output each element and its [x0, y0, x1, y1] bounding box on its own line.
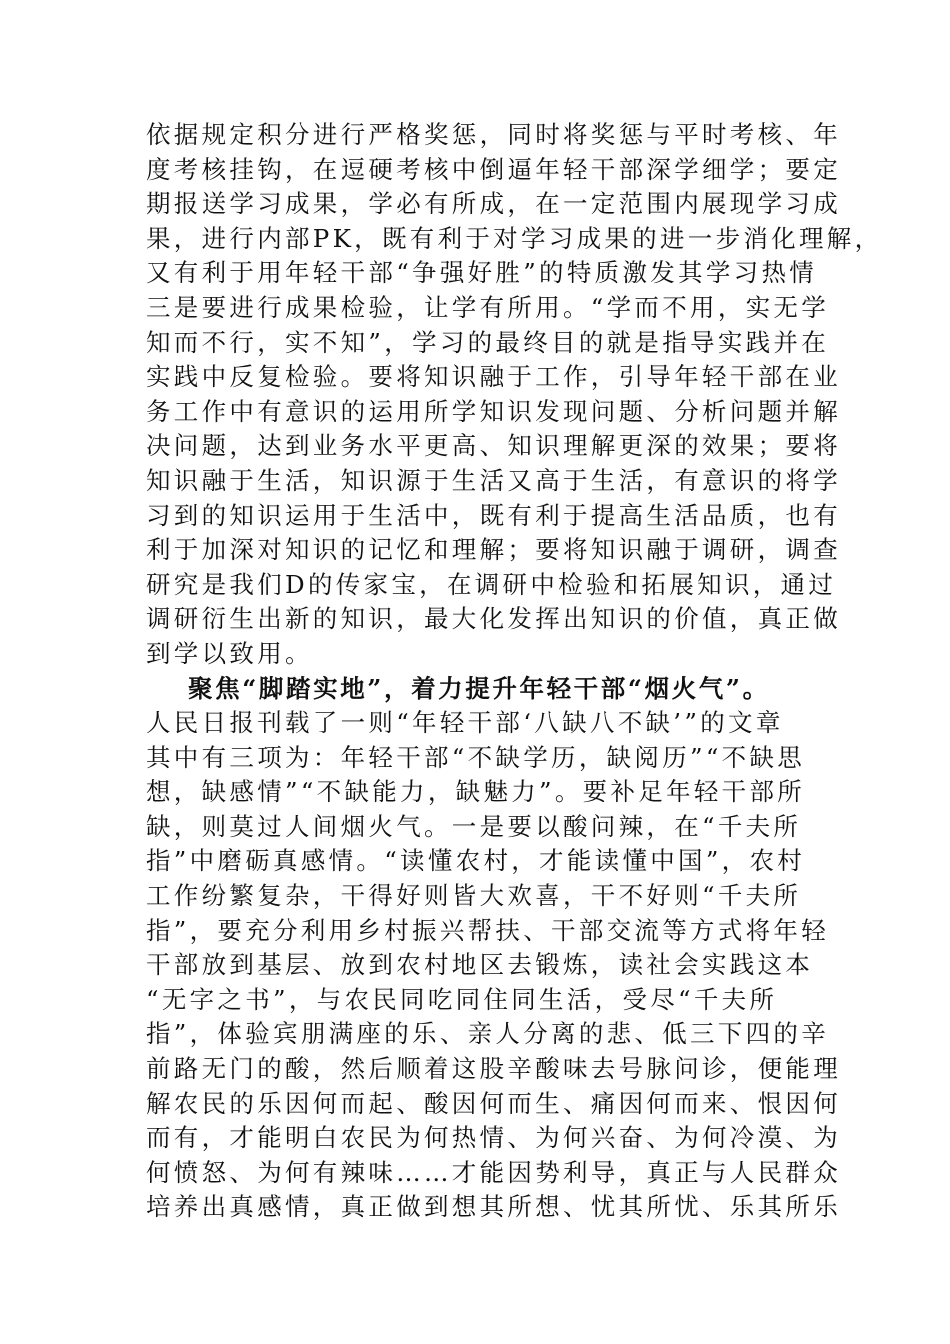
section-heading: 聚焦“脚踏实地”，着力提升年轻干部“烟火气”。 — [188, 673, 770, 703]
text-line: 人民日报刊载了一则“年轻干部‘八缺八不缺’”的文章 — [146, 708, 784, 738]
text-line: 指”，体验宾朋满座的乐、亲人分离的悲、低三下四的辛 — [146, 1019, 830, 1049]
text-line: 而有，才能明白农民为何热情、为何兴奋、为何冷漠、为 — [146, 1123, 841, 1153]
text-line: 想，缺感情”“不缺能力，缺魅力”。要补足年轻干部所 — [146, 777, 806, 807]
text-line: 研究是我们D的传家宝，在调研中检验和拓展知识，通过 — [146, 569, 837, 599]
text-line: 工作纷繁复杂，干得好则皆大欢喜，干不好则“千夫所 — [146, 881, 802, 911]
text-line: 其中有三项为：年轻干部“不缺学历，缺阅历”“不缺思 — [146, 742, 806, 772]
text-line: 果，进行内部PK，既有利于对学习成果的进一步消化理解， — [146, 223, 883, 253]
text-line: 到学以致用。 — [146, 638, 313, 668]
text-line: 三是要进行成果检验，让学有所用。“学而不用，实无学 — [146, 292, 830, 322]
text-line: 指”，要充分利用乡村振兴帮扶、干部交流等方式将年轻 — [146, 915, 830, 945]
text-line: 干部放到基层、放到农村地区去锻炼，读社会实践这本 — [146, 950, 814, 980]
text-line: 指”中磨砺真感情。“读懂农村，才能读懂中国”，农村 — [146, 846, 806, 876]
text-line: 又有利于用年轻干部“争强好胜”的特质激发其学习热情 — [146, 258, 818, 288]
text-line: 期报送学习成果，学必有所成，在一定范围内展现学习成 — [146, 189, 841, 219]
text-line: 何愤怒、为何有辣味……才能因势利导，真正与人民群众 — [146, 1157, 841, 1187]
text-line: 缺，则莫过人间烟火气。一是要以酸问辣，在“千夫所 — [146, 811, 802, 841]
text-line: 习到的知识运用于生活中，既有利于提高生活品质，也有 — [146, 500, 841, 530]
text-line: “无字之书”，与农民同吃同住同生活，受尽“千夫所 — [146, 984, 778, 1014]
text-line: 利于加深对知识的记忆和理解；要将知识融于调研，调查 — [146, 535, 841, 565]
document-page — [146, 118, 883, 1225]
text-line: 调研衍生出新的知识，最大化发挥出知识的价值，真正做 — [146, 604, 841, 634]
text-line: 知识融于生活，知识源于生活又高于生活，有意识的将学 — [146, 465, 841, 495]
text-line: 前路无门的酸，然后顺着这股辛酸味去号脉问诊，便能理 — [146, 1054, 841, 1084]
text-line: 度考核挂钩，在逗硬考核中倒逼年轻干部深学细学；要定 — [146, 154, 841, 184]
text-line: 实践中反复检验。要将知识融于工作，引导年轻干部在业 — [146, 362, 841, 392]
text-line: 知而不行，实不知”，学习的最终目的就是指导实践并在 — [146, 327, 830, 357]
text-line: 决问题，达到业务水平更高、知识理解更深的效果；要将 — [146, 431, 841, 461]
text-line: 解农民的乐因何而起、酸因何而生、痛因何而来、恨因何 — [146, 1088, 841, 1118]
text-line: 培养出真感情，真正做到想其所想、忧其所忧、乐其所乐 — [146, 1192, 841, 1222]
text-line: 依据规定积分进行严格奖惩，同时将奖惩与平时考核、年 — [146, 120, 841, 149]
text-line: 务工作中有意识的运用所学知识发现问题、分析问题并解 — [146, 396, 841, 426]
